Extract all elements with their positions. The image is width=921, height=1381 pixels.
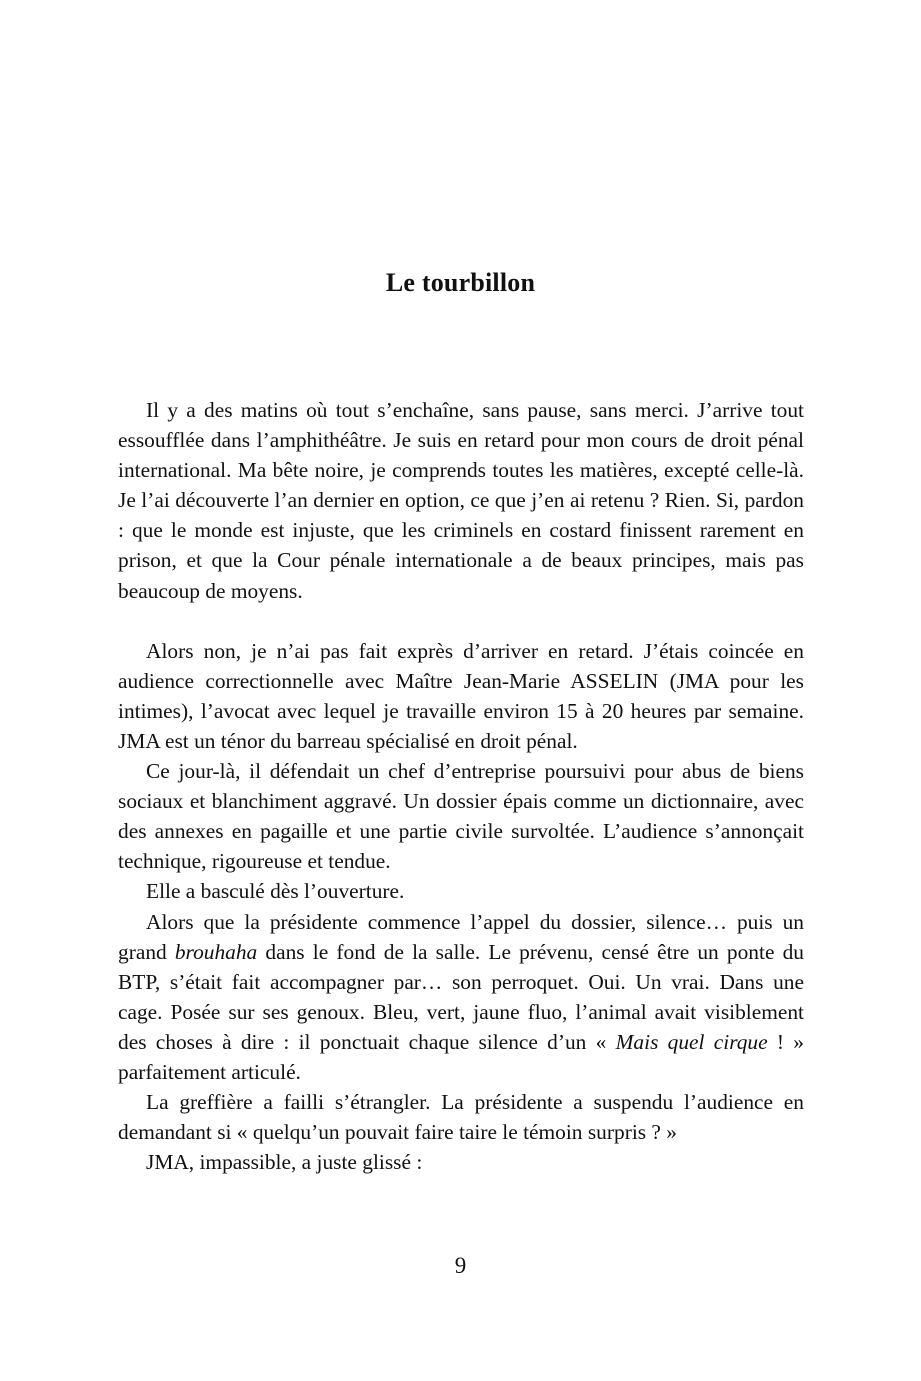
- paragraph: [118, 907, 804, 1088]
- italic-word: brouhaha: [174, 939, 258, 964]
- paragraph: Ce jour-là, il défendait un chef d’entreprise poursuivi pour abus de biens sociaux et blanchiment aggravé. Un dossier épais comme un dictionnaire, avec des annexes en pagaille et une partie civile survoltée. L’audience s’annonçait technique, rigoureuse et tendue.: [118, 759, 804, 874]
- paragraph: JMA, impassible, a juste glissé :: [146, 1150, 423, 1175]
- italic-quote: Mais quel cirque: [615, 1029, 768, 1054]
- paragraph: La greffière a failli s’étrangler. La présidente a suspendu l’audience en demandant si « quelqu’un pouvait faire taire le témoin surpris ? »: [118, 1090, 804, 1145]
- page-number: 9: [454, 1253, 467, 1278]
- paragraph-text: dans le fond de la salle. Le prévenu, censé être un ponte du BTP, s’était fait accompagner par… son perroquet. Oui. Un vrai. Dans une cage. Posée sur ses genoux. Bleu, vert, jaune fluo, l’animal avait visiblement des choses à dire : il ponctuait chaque silence d’un «: [118, 939, 804, 1054]
- paragraph-text: ! » parfaitement articulé.: [118, 1029, 804, 1084]
- chapter-body: [118, 395, 804, 1177]
- paragraph: Elle a basculé dès l’ouverture.: [146, 879, 405, 904]
- paragraph: Alors non, je n’ai pas fait exprès d’arriver en retard. J’étais coincée en audience correctionnelle avec Maître Jean-Marie ASSELIN (JMA pour les intimes), l’avocat avec lequel je travaille environ 15 à 20 heures par semaine. JMA est un ténor du barreau spécialisé en droit pénal.: [118, 638, 804, 753]
- paragraph-text: Alors que la présidente commence l’appel du dossier, silence… puis un grand: [118, 909, 804, 964]
- chapter-title: Le tourbillon: [385, 268, 536, 297]
- paragraph: Il y a des matins où tout s’enchaîne, sans pause, sans merci. J’arrive tout essoufflée dans l’amphithéâtre. Je suis en retard pour mon cours de droit pénal international. Ma bête noire, je comprends toutes les matières, excepté celle-là. Je l’ai découverte l’an dernier en option, ce que j’en ai retenu ? Rien. Si, pardon : que le monde est injuste, que les criminels en costard finissent rarement en prison, et que la Cour pénale internationale a de beaux principes, mais pas beaucoup de moyens.: [118, 398, 804, 603]
